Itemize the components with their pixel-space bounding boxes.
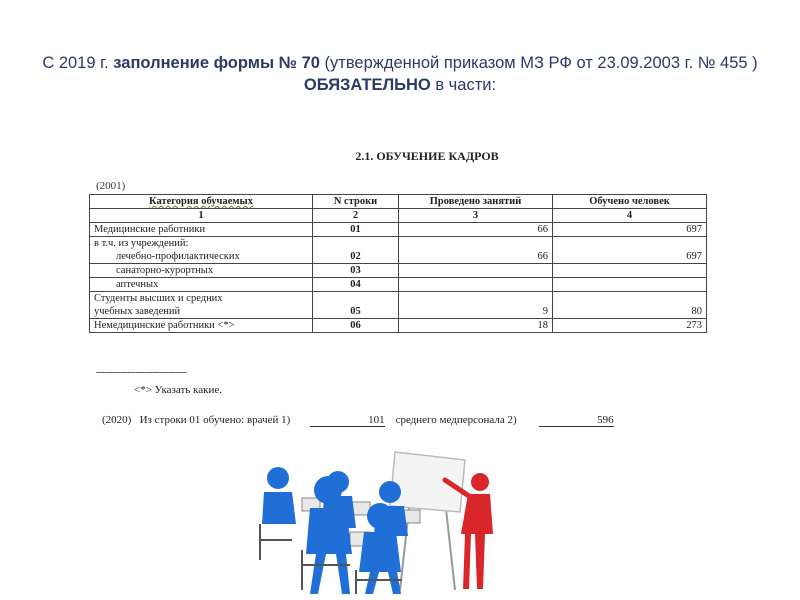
footnote-separator: -------------------------------- (96, 367, 187, 378)
form-code: (2001) (96, 180, 126, 192)
column-header: N строки (313, 195, 399, 209)
nurses-value: 596 (539, 414, 614, 427)
column-header: Категория обучаемых (90, 195, 313, 209)
form-name: заполнение формы № 70 (113, 54, 320, 72)
table-row: в т.ч. из учреждений: (90, 237, 707, 251)
presentation-illustration (230, 440, 520, 595)
table-row: Медицинские работники 01 66 697 (90, 223, 707, 237)
table-row: Немедицинские работники <*> 06 18 273 (90, 319, 707, 333)
table-row: Студенты высших и средних (90, 292, 707, 306)
table-row: учебных заведений 05 9 80 (90, 305, 707, 319)
mandatory-label: ОБЯЗАТЕЛЬНО (303, 76, 431, 94)
column-header: Обучено человек (553, 195, 707, 209)
table-header-row (90, 195, 707, 209)
doctors-value: 101 (310, 414, 385, 427)
audience-figures-icon (262, 467, 420, 594)
slide-heading: С 2019 г. заполнение формы № 70 (утвержденной приказом МЗ РФ от 23.09.2003 г. № 455 ) ОБЯЗАТЕЛЬНО в части: (42, 54, 758, 94)
table-row: лечебно-профилактических 02 66 697 (90, 250, 707, 264)
table-row: аптечных 04 (90, 278, 707, 292)
footnote: <*> Указать какие. (134, 384, 222, 396)
column-header: Проведено занятий (399, 195, 553, 209)
table-row: санаторно-курортных 03 (90, 264, 707, 278)
column-number-row: 1 2 3 4 (90, 209, 707, 223)
section-title: 2.1. ОБУЧЕНИЕ КАДРОВ (355, 149, 499, 163)
training-table (89, 194, 707, 333)
line-2020: (2020) Из строки 01 обучено: врачей 1) 101 среднего медперсонала 2) 596 (102, 414, 614, 426)
